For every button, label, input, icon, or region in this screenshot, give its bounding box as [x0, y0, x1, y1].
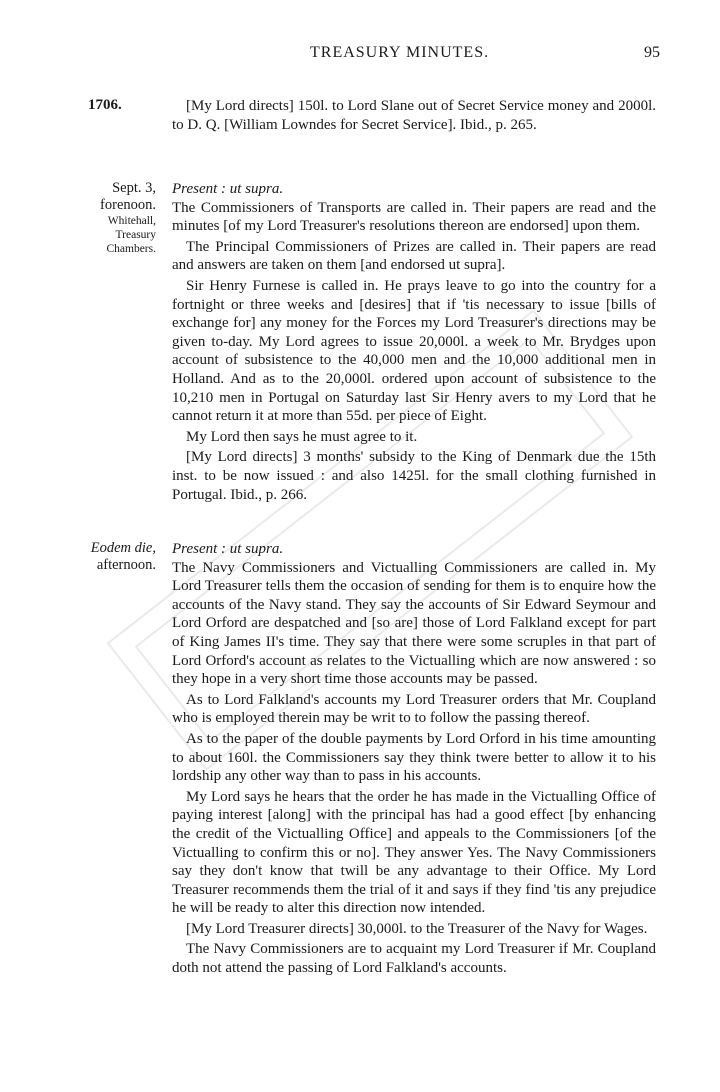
- running-head: [0, 44, 720, 68]
- paragraph: My Lord says he hears that the order he has made in the Victualling Office of paying interest [along] with the principal has had a good effect [by enhancing the credit of the Victualling Office] and appeals to the Commissioners [of the Victualling to confirm this or no]. They answer Yes. The Navy Commissioners say they don't know that twill be any advantage to their Office. My Lord Treasurer recommends them the trial of it and says if they find 'tis any prejudice he will be ready to alter this direction now intended.: [172, 788, 656, 917]
- page-title: TREASURY MINUTES.: [310, 44, 490, 61]
- paragraph: [My Lord directs] 3 months' subsidy to the King of Denmark due the 15th inst. to be now issued : and also 1425l. for the small clothing furnished in Portugal. Ibid., p. 266.: [172, 449, 656, 503]
- present-line: Present : ut supra.: [172, 541, 284, 557]
- margin-place: Treasury: [115, 229, 156, 241]
- paragraph: My Lord then says he must agree to it.: [186, 428, 418, 445]
- section-eodem-die: [172, 540, 656, 980]
- paragraph: [My Lord directs] 150l. to Lord Slane out of Secret Service money and 2000l. to D. Q. [William Lowndes for Secret Service]. Ibid., p. 265.: [172, 98, 656, 133]
- margin-time: forenoon.: [100, 197, 156, 213]
- paragraph: The Principal Commissioners of Prizes are called in. Their papers are read and answers are taken on them [and endorsed ut supra].: [172, 238, 656, 274]
- paragraph: As to Lord Falkland's accounts my Lord Treasurer orders that Mr. Coupland who is employed therein may be writ to to follow the passing thereof.: [172, 691, 656, 727]
- section-sept-3: [172, 180, 656, 506]
- paragraph: The Commissioners of Transports are called in. Their papers are read and the minutes [of my Lord Treasurer's resolutions thereon are endorsed] upon them.: [172, 199, 656, 235]
- margin-time: afternoon.: [96, 557, 156, 573]
- year-marker: 1706.: [88, 97, 122, 113]
- paragraph: The Navy Commissioners are to acquaint my Lord Treasurer if Mr. Coupland doth not attend the passing of Lord Falkland's accounts.: [172, 941, 656, 977]
- paragraph: The Navy Commissioners and Victualling Commissioners are called in. My Lord Treasurer tells them the occasion of sending for them is to enquire how the accounts of the Navy stand. They say the accounts of Sir Edward Seymour and Lord Orford are despatched and [so are] those of Lord Falkland except for part of King James II's time. They say that there were some scruples in that part of Lord Orford's account as relates to the Victualling which are now answered : so they hope in a very short time those accounts may be passed.: [172, 559, 656, 688]
- paragraph: [My Lord Treasurer directs] 30,000l. to the Treasurer of the Navy for Wages.: [186, 920, 648, 937]
- page-number: 95: [644, 44, 660, 61]
- margin-note-sept-3: [70, 180, 156, 256]
- present-line: Present : ut supra.: [172, 181, 284, 197]
- paragraph: Sir Henry Furnese is called in. He prays leave to go into the country for a fortnight or three weeks and [desires] that if 'tis necessary to issue [bills of exchange for] any money for the Forces my Lord Treasurer's directions may be given to-day. My Lord agrees to issue 20,000l. a week to Mr. Brydges upon account of subsistence to the 40,000 men and the 10,000 additional men in Holland. And as to the 20,000l. ordered upon account of subsistence to the 10,210 men in Portugal on Saturday last Sir Henry avers to my Lord that he cannot return it at more than 55d. per piece of Eight.: [172, 277, 656, 425]
- margin-date: Eodem die,: [90, 540, 156, 556]
- margin-date: Sept. 3,: [112, 180, 156, 196]
- margin-place: Chambers.: [106, 243, 156, 255]
- margin-note-eodem-die: [60, 540, 156, 574]
- margin-place: Whitehall,: [107, 215, 156, 227]
- paragraph: As to the paper of the double payments by Lord Orford in his time amounting to about 160l. the Commissioners say they think twere better to allow it to his lordship any other way than to pass in his accounts.: [172, 730, 656, 785]
- section-secret-service: [172, 97, 656, 136]
